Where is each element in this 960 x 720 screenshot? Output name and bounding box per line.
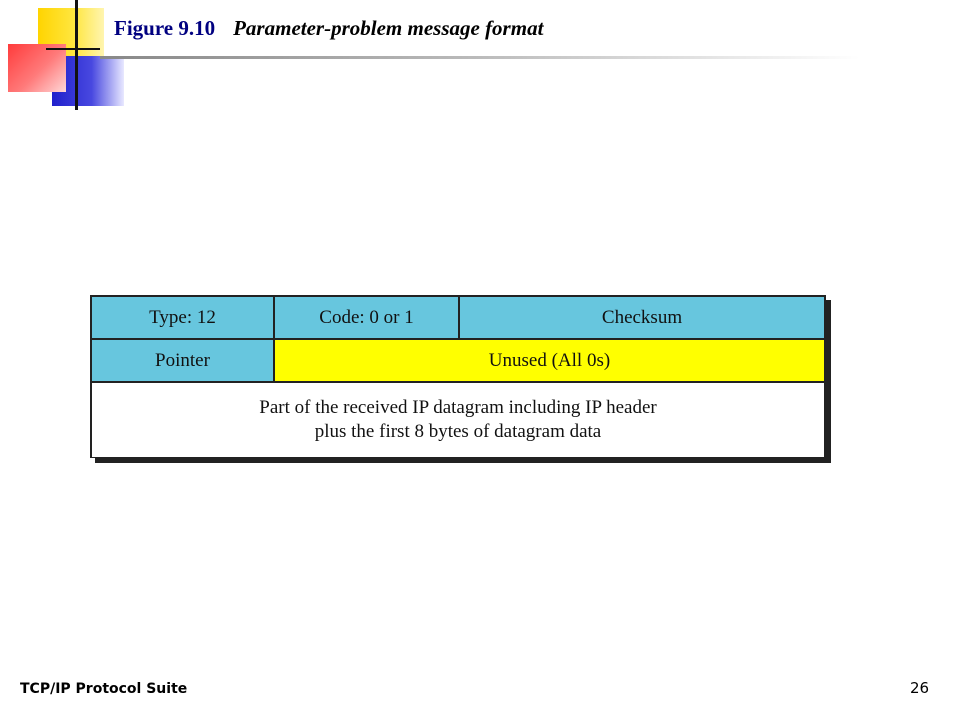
message-format-diagram xyxy=(90,295,826,458)
slide-title xyxy=(114,16,543,41)
type-field: Type: 12 xyxy=(92,297,275,338)
pointer-field: Pointer xyxy=(92,340,275,381)
decorative-horizontal-line xyxy=(46,48,100,50)
footer-suite-name: TCP/IP Protocol Suite xyxy=(20,681,188,697)
title-underline xyxy=(100,56,860,59)
datagram-data-field xyxy=(92,383,824,457)
code-field: Code: 0 or 1 xyxy=(275,297,460,338)
diagram-row-data xyxy=(92,383,824,457)
checksum-field: Checksum xyxy=(460,297,824,338)
datagram-data-line-1: Part of the received IP datagram including IP header xyxy=(259,397,657,418)
diagram-row-header xyxy=(92,297,824,340)
decorative-red-block xyxy=(8,44,66,92)
decorative-vertical-line xyxy=(75,0,78,110)
datagram-data-line-2: plus the first 8 bytes of datagram data xyxy=(314,421,602,442)
figure-label: Figure 9.10 xyxy=(114,16,216,40)
figure-caption: Parameter-problem message format xyxy=(233,16,544,40)
unused-field: Unused (All 0s) xyxy=(275,340,824,381)
page-number: 26 xyxy=(910,679,930,697)
diagram-row-pointer xyxy=(92,340,824,383)
